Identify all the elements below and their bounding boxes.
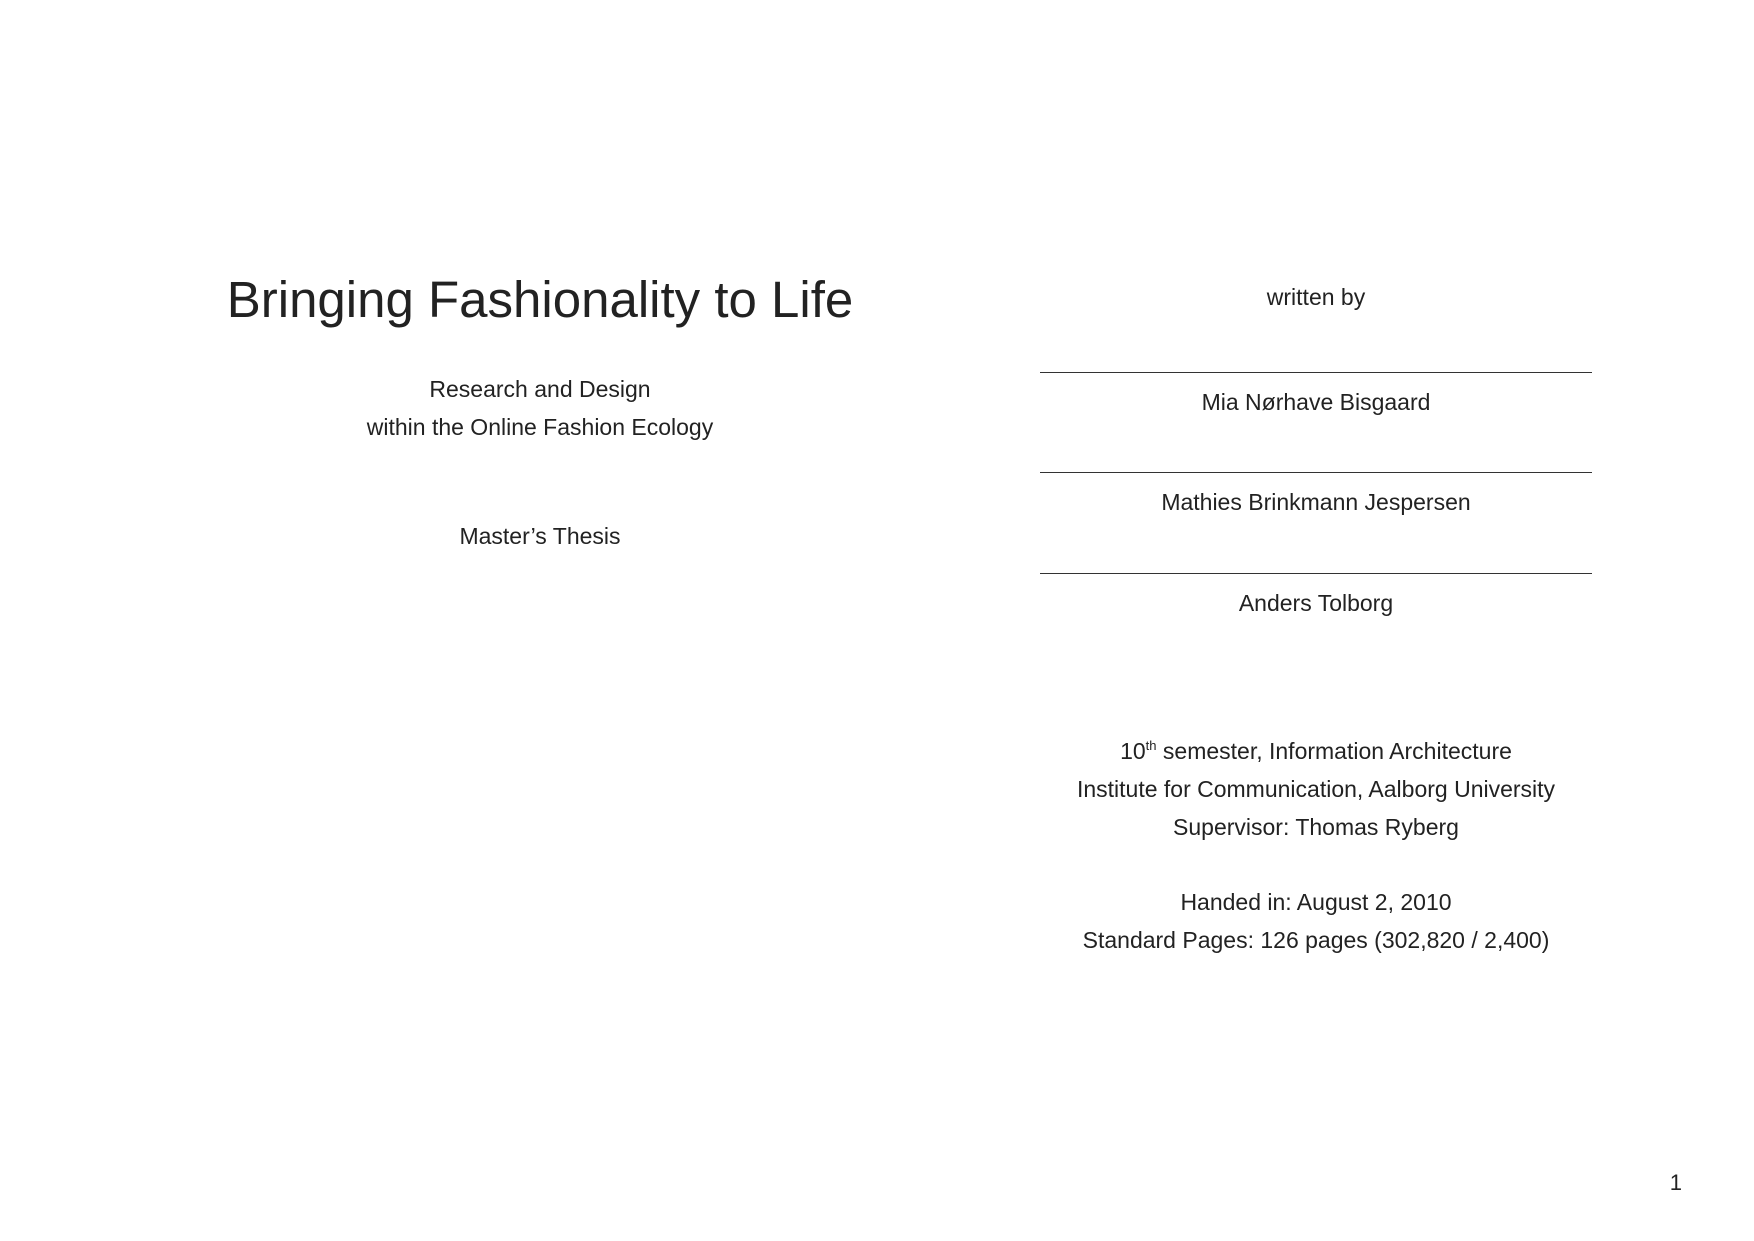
signature-line <box>1040 372 1592 373</box>
semester-number: 10 <box>1120 738 1146 764</box>
thesis-subtitle <box>180 370 900 446</box>
subtitle-line-2: within the Online Fashion Ecology <box>366 414 714 440</box>
institute-line: Institute for Communication, Aalborg University <box>1076 776 1556 802</box>
subtitle-line-1: Research and Design <box>429 376 651 402</box>
author-name: Anders Tolborg <box>1238 590 1394 616</box>
semester-line <box>1040 732 1592 770</box>
thesis-title: Bringing Fashionality to Life <box>226 271 854 328</box>
author-name: Mathies Brinkmann Jespersen <box>1161 489 1471 515</box>
semester-text: semester, Information Architecture <box>1156 738 1512 764</box>
thesis-type: Master’s Thesis <box>459 523 621 549</box>
program-info <box>1040 732 1592 846</box>
authors-column <box>1040 282 1592 953</box>
written-by-label: written by <box>1266 284 1366 310</box>
author-signature-2 <box>1040 472 1592 517</box>
page-number: 1 <box>1669 1170 1682 1195</box>
author-name: Mia Nørhave Bisgaard <box>1201 389 1431 415</box>
signature-line <box>1040 472 1592 473</box>
semester-suffix: th <box>1145 738 1157 753</box>
title-column <box>180 270 900 551</box>
handed-in-line: Handed in: August 2, 2010 <box>1180 889 1452 915</box>
standard-pages-line: Standard Pages: 126 pages (302,820 / 2,400) <box>1082 927 1550 953</box>
author-signature-1 <box>1040 372 1592 417</box>
supervisor-line: Supervisor: Thomas Ryberg <box>1173 814 1459 840</box>
submission-info <box>1040 883 1592 959</box>
signature-line <box>1040 573 1592 574</box>
author-signature-3 <box>1040 573 1592 618</box>
